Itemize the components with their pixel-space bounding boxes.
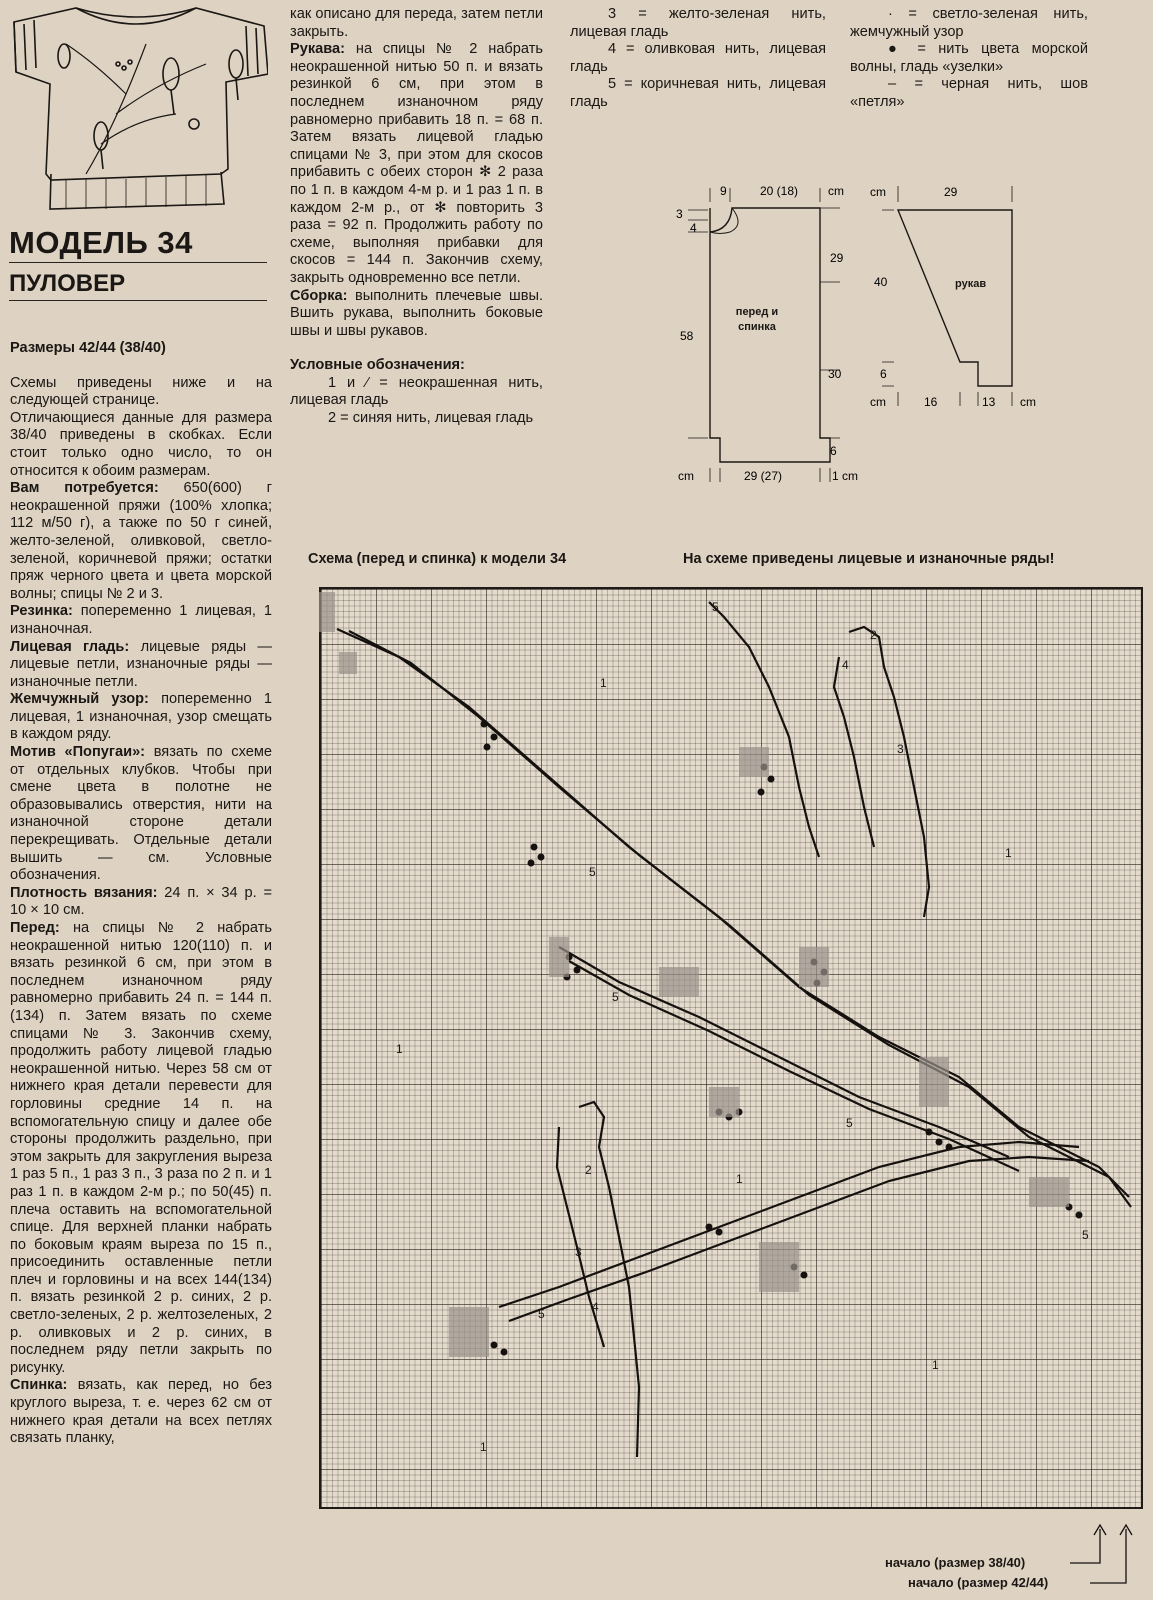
- arrow-38-40: [1070, 1529, 1100, 1563]
- stockinette-stitch: Лицевая гладь: лицевые ряды — лицевые петли, изнаночные ряды — изнаночные петли.: [10, 638, 272, 690]
- assembly-instructions: Сборка: выполнить плечевые швы. Вшить рукава, выполнить боковые швы и швы рукавов.: [290, 287, 543, 339]
- chart-num-3a: 3: [897, 742, 904, 756]
- parrot-1-wing: [834, 657, 874, 847]
- start-label-38-40: начало (размер 38/40): [885, 1555, 1026, 1570]
- legend-5: 5 = коричневая нить, лицевая гладь: [570, 76, 826, 110]
- legend-4: 4 = оливковая нить, лицевая гладь: [570, 41, 826, 75]
- parrot-motif: Мотив «Попугаи»: вязать по схеме от отдельных клубков. Чтобы при смене цвета в полотне не образовывались отверстия, нити на изнаночной стороне детали перекрещивать. Отдельные детали вышить — см. Условные обозначения.: [10, 744, 272, 884]
- arrow-42-44: [1090, 1529, 1126, 1583]
- sleeve-label: рукав: [955, 278, 987, 290]
- legend-1: 1 и ⁄ = неокрашенная нить, лицевая гладь: [290, 374, 543, 409]
- legend-heading: Условные обозначения:: [290, 357, 465, 374]
- model-title: МОДЕЛЬ 34: [9, 225, 193, 260]
- chart-num-1a: 1: [600, 676, 607, 690]
- chart-num-2a: 2: [870, 628, 877, 642]
- intro-1: Схемы приведены ниже и на следующей странице.: [10, 374, 272, 409]
- legend-3: 3 = желто-зеленая нить, лицевая гладь: [570, 6, 826, 40]
- chart-num-5b: 5: [612, 990, 619, 1004]
- branch-1b: [349, 631, 1131, 1207]
- chart-num-3b: 3: [575, 1245, 582, 1259]
- dim-3: 3: [676, 207, 683, 221]
- back-continued: как описано для переда, затем петли закрыть.: [290, 6, 543, 40]
- front-back-pattern: [670, 180, 870, 490]
- instructions-column-1: [10, 340, 272, 1448]
- dim-1: 1: [832, 469, 839, 483]
- chart-num-5f: 5: [538, 1307, 545, 1321]
- sweater-illustration: [6, 4, 268, 218]
- intro-2: Отличающиеся данные для размера 38/40 приведены в скобках. Если стоит только одно число, то он относится к обоим размерам.: [10, 409, 272, 479]
- sleeve-dim-29: 29: [944, 185, 958, 199]
- branch-3b: [509, 1157, 1089, 1321]
- chart-num-5e: 5: [1082, 1228, 1089, 1242]
- branch-2: [559, 947, 1009, 1157]
- dim-9: 9: [720, 184, 727, 198]
- instructions-column-2: [290, 6, 543, 428]
- chart-num-1e: 1: [932, 1358, 939, 1372]
- dim-4: 4: [690, 221, 697, 235]
- rib-stitch: Резинка: попеременно 1 лицевая, 1 изнаночная.: [10, 603, 272, 637]
- chart-num-1c: 1: [396, 1042, 403, 1056]
- sleeve-dim-cm-bottom-2: cm: [1020, 395, 1036, 409]
- sizes: Размеры 42/44 (38/40): [10, 340, 166, 356]
- legend-column-4: [850, 6, 1088, 112]
- front-outline: [710, 208, 830, 462]
- chart-caption-left: Схема (перед и спинка) к модели 34: [308, 551, 567, 567]
- chart-num-1d: 1: [736, 1172, 743, 1186]
- sleeve-pattern: [862, 180, 1052, 420]
- seed-stitch: Жемчужный узор: попеременно 1 лицевая, 1 изнаночная, узор смещать в каждом ряду.: [10, 691, 272, 743]
- legend-6: · = светло-зеленая нить, жемчужный узор: [850, 6, 1088, 40]
- sleeve-outline: [898, 210, 1012, 386]
- knitting-chart-motif: [319, 587, 1139, 1505]
- chart-num-5a: 5: [589, 865, 596, 879]
- chart-caption-right: На схеме приведены лицевые и изнаночные ряды!: [683, 551, 1055, 567]
- chart-num-1b: 1: [1005, 846, 1012, 860]
- dim-29-27: 29 (27): [744, 469, 783, 483]
- sleeve-dim-cm-bottom: cm: [870, 395, 886, 409]
- sleeve-dim-13: 13: [982, 395, 996, 409]
- dim-20: 20 (18): [760, 184, 799, 198]
- dim-cm-bottom: cm: [678, 469, 694, 483]
- sweater-outline: [14, 8, 268, 180]
- legend-7: ● = нить цвета морской волны, гладь «узелки»: [850, 41, 1088, 75]
- start-label-42-44: начало (размер 42/44): [908, 1575, 1049, 1590]
- parrot-2-wing: [557, 1127, 604, 1347]
- legend-column-3: [570, 6, 826, 112]
- branch-2b: [569, 961, 1019, 1171]
- gauge: Плотность вязания: 24 п. × 34 р. = 10 × 10 см.: [10, 884, 272, 919]
- dim-cm-bottom-2: cm: [842, 469, 858, 483]
- start-arrows: [1060, 1515, 1140, 1595]
- sleeve-dim-cm-top: cm: [870, 185, 886, 199]
- sleeve-dim-40: 40: [874, 275, 888, 289]
- front-instructions: Перед: на спицы № 2 набрать неокрашенной нитью 120(110) п. и вязать резинкой 6 см, при этом в последнем изнаночном ряду равномерно прибавить 24 п. = 144 п.(134) п. Затем вязать по схеме спицами № 3. Закончив схему, продолжить работу лицевой гладью неокрашенной нитью. Через 58 см от нижнего края детали перевести для горловины средние 14 п. на вспомогательную спицу и далее обе стороны продолжить раздельно, при этом закрыть для закругления выреза 1 раз 5 п., 1 раз 3 п., 3 раза по 2 п. и 1 раз 1 п. в каждом 2-м р.; по 50(45) п. плеча оставить на вспомогательной спице. Для верхней планки набрать по боковым краям выреза по 15 п., присоединить оставленные петли плеч и горловины и на всех 144(134) п. вязать резинкой 2 р. синих, 2 р. светло-зеленых, 2 р. желтозеленых, 2 р. оливковых и 2 р. синих, в последнем ряду петли закрыть по рисунку.: [10, 920, 272, 1376]
- parrot-1-body: [849, 627, 929, 917]
- parrot-1-tail: [709, 602, 819, 857]
- back-instructions: Спинка: вязать, как перед, но без круглого выреза, т. е. через 62 см от нижнего края детали на всех петлях связать планку,: [10, 1377, 272, 1447]
- chart-num-5c: 5: [846, 1116, 853, 1130]
- chart-num-2b: 2: [585, 1163, 592, 1177]
- legend-2: 2 = синяя нить, лицевая гладь: [328, 410, 534, 427]
- sleeve-dim-6: 6: [880, 367, 887, 381]
- chart-num-4b: 4: [592, 1300, 599, 1314]
- dim-29: 29: [830, 251, 844, 265]
- dim-30: 30: [828, 367, 842, 381]
- chart-num-4a: 4: [842, 658, 849, 672]
- sleeve-dim-16: 16: [924, 395, 938, 409]
- parrot-2-body: [579, 1102, 639, 1457]
- dim-6: 6: [830, 444, 837, 458]
- dim-cm-top: cm: [828, 184, 844, 198]
- chart-num-5d: 5: [712, 600, 719, 614]
- front-label: перед и спинка: [735, 306, 779, 333]
- sleeves-instructions: Рукава: на спицы № 2 набрать неокрашенной нитью 50 п. и вязать резинкой 6 см, при этом в последнем изнаночном ряду равномерно прибавить 18 п. = 68 п. Затем вязать лицевой гладью спицами № 3, при этом для скосов прибавить с обеих сторон ✻ 2 раза по 1 п. в каждом 4-м р. и 1 раз 1 п. в каждом 2-м р., от ✻ повторить 3 раза = 92 п. Продолжить работу по схеме, выполняя прибавки для скосов = 144 п. Закончив схему, закрыть одновременно все петли.: [290, 41, 543, 286]
- materials: Вам потребуется: 650(600) г неокрашенной пряжи (100% хлопка; 112 м/50 г), а также по 50 г синей, желто-зеленой, оливковой, светло-зеленой, коричневой пряжи; остатки пряж черного цвета и цвета морской волны; спицы № 2 и 3.: [10, 480, 272, 602]
- dim-58: 58: [680, 329, 694, 343]
- chart-num-1f: 1: [480, 1440, 487, 1454]
- legend-8: – = черная нить, шов «петля»: [850, 76, 1088, 110]
- garment-title: ПУЛОВЕР: [9, 270, 126, 297]
